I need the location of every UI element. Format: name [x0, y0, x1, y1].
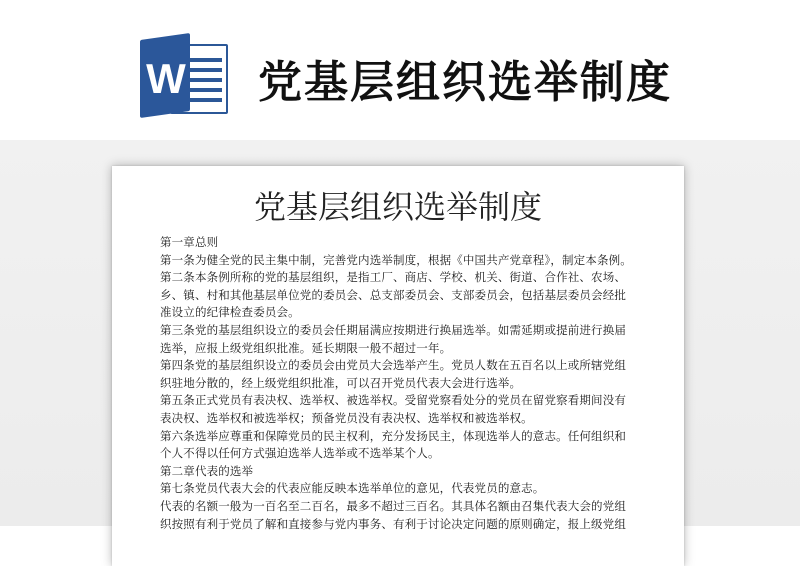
document-title: 党基层组织选举制度 — [253, 188, 542, 226]
paragraph-line: 第一条为健全党的民主集中制，完善党内选举制度，根据《中国共产党章程》，制定本条例。 — [160, 252, 632, 267]
word-icon-line — [188, 88, 222, 92]
word-icon-line — [188, 68, 222, 72]
paragraph-line: 织按照有利于党员了解和直接参与党内事务、有利于讨论决定问题的原则确定，报上级党组 — [160, 516, 626, 531]
paragraph-line: 第二条本条例所称的党的基层组织，是指工厂、商店、学校、机关、街道、合作社、农场、 — [160, 270, 626, 285]
paragraph-line: 乡、镇、村和其他基层单位党的委员会、总支部委员会、支部委员会，包括基层委员会经批 — [160, 287, 626, 302]
paragraph-line: 第六条选举应尊重和保障党员的民主权利，充分发扬民主，体现选举人的意志。任何组织和 — [160, 428, 626, 443]
paragraph-line: 个人不得以任何方式强迫选举人选举或不选举某个人。 — [160, 446, 440, 461]
paragraph-line: 选举，应报上级党组织批准。延长期限一般不超过一年。 — [160, 340, 452, 355]
document-body — [160, 234, 648, 533]
paragraph-line: 表决权、选举权和被选举权；预备党员没有表决权、选举权和被选举权。 — [160, 410, 533, 425]
header-title: 党基层组织选举制度 — [258, 57, 672, 108]
word-icon-line — [188, 58, 222, 62]
chapter-heading: 第一章总则 — [160, 235, 219, 249]
paragraph-line: 准设立的纪律检查委员会。 — [160, 305, 300, 320]
word-icon-line — [188, 78, 222, 82]
paragraph-line: 第七条党员代表大会的代表应能反映本选举单位的意见，代表党员的意志。 — [160, 481, 545, 496]
word-icon — [138, 40, 230, 118]
paragraph-line: 第四条党的基层组织设立的委员会由党员大会选举产生。党员人数在五百名以上或所辖党组 — [160, 358, 626, 373]
document-page — [112, 166, 684, 566]
paragraph-line: 第三条党的基层组织设立的委员会任期届满应按期进行换届选举。如需延期或提前进行换届 — [160, 322, 626, 337]
chapter-heading: 第二章代表的选举 — [160, 463, 254, 478]
word-icon-letter: W — [146, 55, 186, 102]
paragraph-line: 第五条正式党员有表决权、选举权、被选举权。受留党察看处分的党员在留党察看期间没有 — [160, 393, 626, 408]
paragraph-line: 织驻地分散的，经上级党组织批准，可以召开党员代表大会进行选举。 — [160, 375, 522, 390]
paragraph-line: 代表的名额一般为一百名至二百名，最多不超过三百名。其具体名额由召集代表大会的党组 — [160, 498, 626, 513]
word-icon-line — [188, 98, 222, 102]
